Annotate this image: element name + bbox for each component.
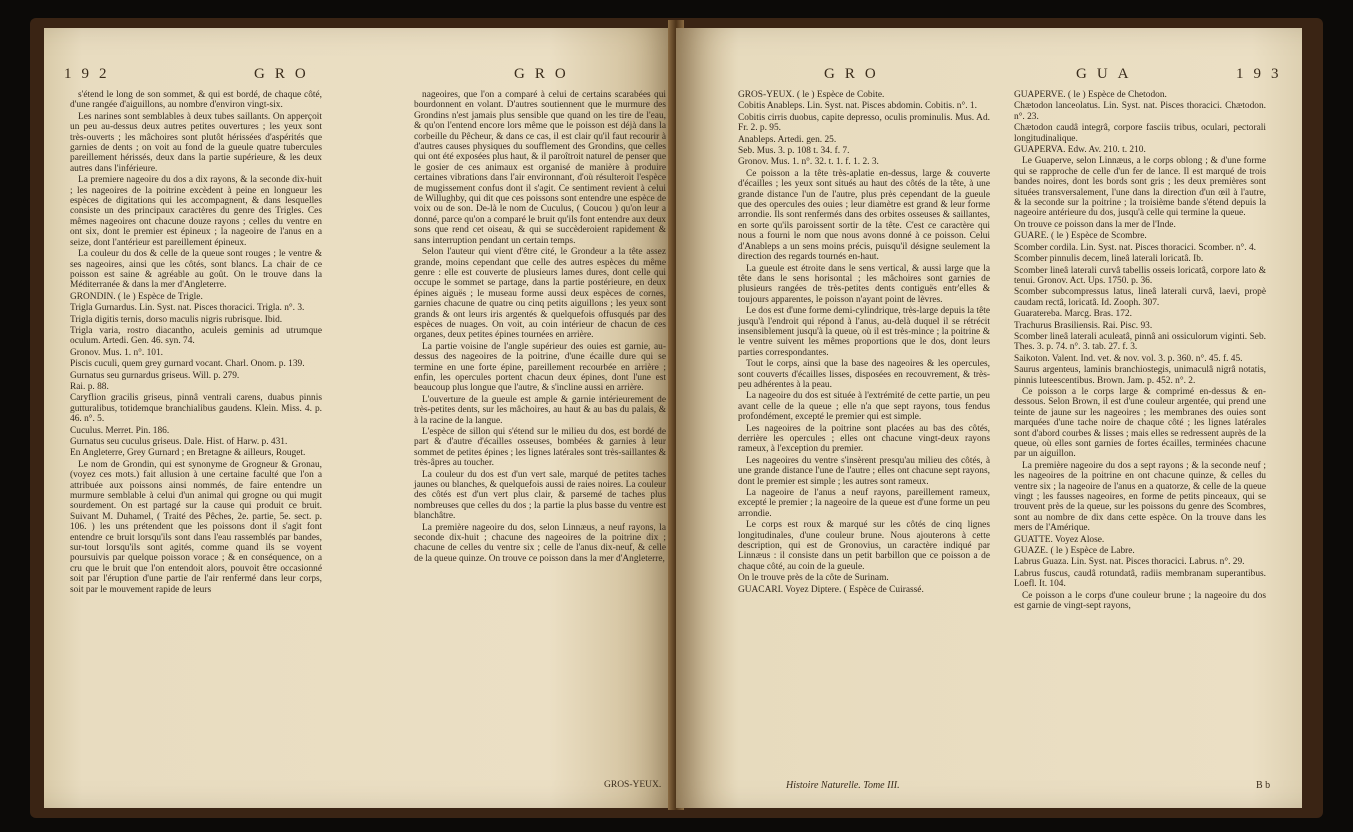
left-column-1 [70, 90, 322, 596]
catchword: GROS-YEUX. [604, 780, 662, 790]
entry-line: Caryflion gracilis griseus, pinnâ ventrali carens, duabus pinnis gutturalibus, totidemque branchialibus gaudens. Klein. Miss. 4. p. 46. n°. 5. [70, 393, 322, 425]
entry-line: GROS-YEUX. ( le ) Espèce de Cobite. [738, 90, 885, 100]
right-page [676, 28, 1302, 808]
paragraph: La première nageoire du dos, selon Linnæus, a neuf rayons, la seconde dix-huit ; chacune des nageoires de la poitrine dix ; chacune de celles du ventre six ; celle de l'anus dix-neuf, & celle de la queue quinze. On trouve ce poisson dans la mer d'Angleterre, [414, 522, 666, 564]
footer-title: Histoire Naturelle. Tome III. [786, 780, 900, 791]
paragraph: La nageoire du dos est située à l'extrémité de cette partie, un peu avant celle de la queue ; elle n'a que sept rayons, tous fendus profondément, excepté le premier qui est simple. [738, 391, 990, 423]
paragraph: nageoires, que l'on a comparé à celui de certains scarabées qui bourdonnent en volant. D'autres soutiennent que le murmure des Grondins n'est jamais plus sensible que quand on les tire de l'eau, & qu'on l'entend encore lors même que le poisson est déjà dans la corbeille du Pêcheur, & dans ce cas, il est clair qu'il faut recourir à d'autres causes physiques du soufflement des Grondins, que celles qui ont été exposées plus haut, & il paroîtroit naturel de penser que le gosier de ces animaux est organisé de manière à produire certaines vibrations dans l'air environnant, d'où résulteroit l'espèce de mugissement confus dont il s'agit. Ce sentiment revient à celui de Willughby, qui dit que ces poissons sont entendre une espèce de voix ou de son. De-là le nom de Cuculus, ( Coucou ) qu'on leur a donné, parce qu'on a comparé le bruit qu'ils font entendre aux deux sons que rend cet oiseau, & qui se succèderoient rapidement & sans interruption pendant un certain temps. [414, 90, 666, 246]
entry-line: On trouve ce poisson dans la mer de l'Inde. [1014, 219, 1176, 230]
paragraph: La première nageoire du dos a sept rayons ; & la seconde neuf ; les nageoires de la poitrine en ont chacune quinze, & celles du ventre six ; la nageoire de l'anus en a quatorze, & celle de la queue vingt ; les fausses nageoires, en forme de petits pinceaux, qui se trouvent près de la queue, sur les poissons du genre des Scombres, sont au nombre de dix dans cette espèce. On la trouve dans les mers de l'Amérique. [1014, 460, 1266, 534]
entry-line: Scomber pinnulis decem, lineâ laterali loricatâ. Ib. [1014, 254, 1204, 265]
paragraph: Tout le corps, ainsi que la base des nageoires & les opercules, sont couverts d'écailles lisses, disposées en recouvrement, & très-peu adhérentes à la peau. [738, 359, 990, 390]
entry-line: On le trouve près de la côte de Surinam. [738, 573, 889, 584]
paragraph: La gueule est étroite dans le sens vertical, & aussi large que la tête dans le sens horisontal ; les mâchoires sont garnies de plusieurs rangées de très-petites dents contiguës entr'elles & toujours apparentes, le poisson n'ayant point de lèvres. [738, 263, 990, 305]
entry-line: Cobitis Anableps. Lin. Syst. nat. Pisces abdomin. Cobitis. n°. 1. [738, 101, 977, 112]
entry-line: Cobitis cirris duobus, capite depresso, oculis prominulis. Mus. Ad. Fr. 2. p. 95. [738, 112, 990, 134]
paragraph: Le Guaperve, selon Linnæus, a le corps oblong ; & d'une forme qui se rapproche de celle d'un fer de lance. Il est marqué de trois bandes noires, dont les bords sont gris ; les deux premières sont situées transversalement, l'une dans la direction d'un œil à l'autre, & la seconde sur la poitrine ; la troisième bande s'étend depuis la nageoire antérieure du dos, jusqu'à celle qui termine la queue. [1014, 156, 1266, 219]
page-number-right: 193 [1236, 66, 1289, 82]
paragraph: Selon l'auteur qui vient d'être cité, le Grondeur a la tête assez grande, moins cependant que celle des autres espèces du même genre : elle est couverte de plusieurs lames dures, dont celle qui occupe le sommet se partage, dans la partie postérieure, en deux épines aiguës ; le museau forme aussi deux espèces de cornes, garnies chacune de quatre ou cinq petits aiguillons ; les yeux sont grands & ont leurs iris argentés & quelquefois offusqués par des espèces de nuages. On voit, au coin intérieur de chacun de ces organes, deux petites épines tournées en arrière. [414, 247, 666, 341]
entry-line: Guaratereba. Marcg. Bras. 172. [1014, 309, 1132, 320]
paragraph: Le dos est d'une forme demi-cylindrique, très-large depuis la tête jusqu'à l'endroit qui répond à l'anus, au-delà duquel il se rétrécit insensiblement jusqu'à la queue, où il est très-mince ; la poitrine & le ventre suivent les mêmes proportions que le dos, dont leurs parties correspondantes. [738, 306, 990, 358]
entry-line: Piscis cuculi, quem grey gurnard vocant. Charl. Onom. p. 139. [70, 359, 305, 370]
paragraph: s'étend le long de son sommet, & qui est bordé, de chaque côté, d'une rangée d'aiguillons, au nombre d'environ vingt-six. [70, 90, 322, 111]
paragraph: La nageoire de l'anus a neuf rayons, pareillement rameux, excepté le premier ; la nageoire de la queue est d'une forme un peu arrondie. [738, 488, 990, 519]
entry-line: GUAPERVA. Edw. Av. 210. t. 210. [1014, 145, 1146, 156]
left-page [44, 28, 676, 808]
running-head-right-2: GUA [1076, 66, 1139, 82]
entry-line: Trigla digitis ternis, dorso maculis nigris rubrisque. Ibid. [70, 314, 283, 325]
entry-line: Gronov. Mus. 1. n°. 101. [70, 347, 163, 358]
entry-line: Saikoton. Valent. Ind. vet. & nov. vol. 3. p. 360. n°. 45. f. 45. [1014, 353, 1243, 364]
entry-line: GUAZE. ( le ) Espèce de Labre. [1014, 546, 1135, 557]
entry-line: Trigla varia, rostro diacantho, aculeis geminis ad utrumque oculum. Artedi. Gen. 46. syn. 74. [70, 325, 322, 347]
page-number-left: 192 [64, 66, 117, 82]
entry-line: Trigla Gurnardus. Lin. Syst. nat. Pisces thoracici. Trigla. n°. 3. [70, 303, 305, 314]
entry-line: Gronov. Mus. 1. n°. 32. t. 1. f. 1. 2. 3. [738, 157, 879, 168]
entry-line: GUAPERVE. ( le ) Espèce de Chetodon. [1014, 90, 1167, 100]
entry-line: GUARE. ( le ) Espèce de Scombre. [1014, 231, 1147, 242]
entry-line: GUACARI. Voyez Diptere. ( Espèce de Cuirassé. [738, 584, 924, 595]
running-head-left-2: GRO [514, 66, 576, 82]
right-column-1 [738, 90, 990, 596]
entry-line: Seb. Mus. 3. p. 108 t. 34. f. 7. [738, 146, 850, 157]
right-column-2 [1014, 90, 1266, 613]
entry-line: Chætodon caudâ integrâ, corpore fasciis tribus, oculari, pectorali longitudinalique. [1014, 123, 1266, 144]
paragraph: La couleur du dos est d'un vert sale, marqué de petites taches jaunes ou blanches, & quelquefois aussi de raies noires. La couleur des côtés est d'un vert plus clair, & parsemé de taches plus nombreuses que celles du dos ; la partie la plus basse du ventre est blanchâtre. [414, 469, 666, 522]
paragraph: Les nageoires du ventre s'insèrent presqu'au milieu des côtés, à une grande distance l'une de l'autre ; elles ont chacune sept rayons, dont le premier est simple ; les autres sont rameux. [738, 455, 990, 487]
entry-line: Gurnatus seu cuculus griseus. Dale. Hist. of Harw. p. 431. [70, 437, 288, 447]
entry-line: Scomber cordila. Lin. Syst. nat. Pisces thoracici. Scomber. n°. 4. [1014, 242, 1256, 253]
paragraph: La couleur du dos & celle de la queue sont rouges ; le ventre & ses nageoires, ainsi que les côtés, sont blancs. La chair de ce poisson est saine & agréable au goût. On le trouve dans la Méditerranée & dans la mer d'Angleterre. [70, 249, 322, 291]
paragraph: Ce poisson a le corps d'une couleur brune ; la nageoire du dos est garnie de vingt-sept rayons, [1014, 590, 1266, 612]
entry-line: Saurus argenteus, laminis branchiostegis, unimaculâ nigrâ notatis, pinnis luteescentibus. Brown. Jam. p. 452. n°. 2. [1014, 365, 1266, 386]
entry-line: Rai. p. 88. [70, 381, 109, 392]
entry-line: Scomber subcompressus latus, lineâ laterali curvâ, laevi, propè caudam rectâ, loricatâ. Id. Zooph. 307. [1014, 287, 1266, 308]
signature-mark: B b [1256, 780, 1271, 791]
paragraph: L'ouverture de la gueule est ample & garnie intérieurement de très-petites dents, sur les mâchoires, au haut & au bas du palais, & à la racine de la langue. [414, 394, 666, 426]
entry-line: GUATTE. Voyez Alose. [1014, 534, 1105, 545]
paragraph: Les narines sont semblables à deux tubes saillants. On apperçoit un peu au-dessus deux autres petites ouvertures ; les yeux sont très-ouverts ; les mâchoires sont plutôt hérissées d'aspérités que garnies de dents ; on voit au fond de la gueule quatre tubercules pareillement hérissés, deux dans la partie supérieure, & les deux autres dans l'inférieure. [70, 111, 322, 174]
paragraph: Le nom de Grondin, qui est synonyme de Grogneur & Gronau, (voyez ces mots.) fait allusion à une certaine faculté que l'on a attribuée aux poissons ainsi nommés, de faire entendre un murmure semblable à celui d'un animal qui grogne ou qui mugit sourdement. On est partagé sur la cause qui produit ce bruit. Suivant M. Duhamel, ( Traité des Pêches, 2e. partie, 5e. sect. p. 106. ) les uns prétendent que les poissons dont il s'agit font entendre ce bruit lorsqu'ils sont dans l'eau rassemblés par bandes, sur-tout lorsqu'ils sont agités, comme quand ils se voyent poursuivis par quelque poisson vorace ; & en conséquence, on a cru que le bruit que l'on entendoit alors, pouvoit être occasionné soit par l'éruption d'une partie de l'air renfermé dans leur corps, soit par le mouvement rapide de leurs [70, 459, 322, 595]
paragraph: La premiere nageoire du dos a dix rayons, & la seconde dix-huit ; les nageoires de la poitrine excèdent à peine en longueur les espèces de digitations qui les accompagnent, & dans lesquelles consiste un des principaux caractères du genre des Trigles. Ces mêmes nageoires ont chacune douze rayons ; celles du ventre en ont six, dont le premier est épineux ; la nageoire de l'anus en a seize, dont l'antérieur est pareillement épineux. [70, 175, 322, 248]
entry-line: En Angleterre, Grey Gurnard ; en Bretagne & ailleurs, Rouget. [70, 448, 306, 459]
paragraph: Ce poisson a le corps large & comprimé en-dessus & en-dessous. Selon Brown, il est d'une couleur argentée, qui prend une teinte de jaune sur les nageoires ; les membranes des ouies sont marquées d'une tache noire de chaque côté ; les lignes latérales sont d'abord courbes & lisses ; mais elles se redressent auprès de la queue, où elles sont garnies de fortes écailles, terminées chacune par un aiguillon. [1014, 386, 1266, 460]
paragraph: Le corps est roux & marqué sur les côtés de cinq lignes longitudinales, d'une couleur brune. Nous ajouterons à cette description, qui est de Gronovius, un caractère indiqué par Linnæus : il consiste dans un petit barbillon que ce poisson a de chaque côté, au coin de la gueule. [738, 520, 990, 572]
entry-line: Anableps. Artedi. gen. 25. [738, 134, 837, 145]
entry-line: Scomber lineâ laterali curvâ tabellis osseis loricatâ, corpore lato & tenui. Gronov. Act. Ups. 1750. p. 36. [1014, 265, 1266, 286]
paragraph: Ce poisson a la tête très-aplatie en-dessus, large & couverte d'écailles ; les yeux sont situés au haut des côtés de la tête, à une grande distance l'un de l'autre, plus près cependant de la gueule que des opercules des ouies ; leur diamètre est grand & leur forme arrondie. Ils sont renfermés dans des orbites osseuses & saillantes, en sorte qu'ils paroissent sortir de la tête. C'est ce caractère qui nous a fourni le nom que nous avons donné à ce poisson. Celui d'Anableps a un sens moins précis, puisqu'il désigne seulement la direction des regards tournés en-haut. [738, 168, 990, 263]
entry-line: Labrus fuscus, caudâ rotundatâ, radiis membranam superantibus. Loefl. It. 104. [1014, 568, 1266, 590]
entry-line: GRONDIN. ( le ) Espèce de Trigle. [70, 291, 203, 302]
paragraph: Les nageoires de la poitrine sont placées au bas des côtés, derrière les opercules ; elles ont chacune vingt-deux rayons rameux, à l'exception du premier. [738, 423, 990, 455]
entry-line: Chætodon lanceolatus. Lin. Syst. nat. Pisces thoracici. Chætodon. n°. 23. [1014, 101, 1266, 122]
entry-line: Gurnatus seu gurnardus griseus. Will. p. 279. [70, 370, 240, 381]
paragraph: L'espèce de sillon qui s'étend sur le milieu du dos, est bordé de part & d'autre d'écailles osseuses, bombées & garnies à leur sommet de petites épines ; les lignes latérales sont très-saillantes & très-âpres au toucher. [414, 427, 666, 469]
running-head-left-1: GRO [254, 66, 316, 82]
running-head-right-1: GRO [824, 66, 886, 82]
paragraph: La partie voisine de l'angle supérieur des ouies est garnie, au-dessus des nageoires de la poitrine, d'une écaille dure qui se termine en une forte épine, pareillement recourbée en arrière ; enfin, les opercules portent chacun deux épines, dont l'une est beaucoup plus longue que l'autre, & s'incline aussi en arrière. [414, 341, 666, 394]
entry-line: Scomber lineâ laterali aculeatâ, pinnâ ani ossiculorum viginti. Seb. Thes. 3. p. 74. n°. 3. tab. 27. f. 3. [1014, 331, 1266, 353]
entry-line: Trachurus Brasiliensis. Rai. Pisc. 93. [1014, 320, 1153, 331]
entry-line: Cuculus. Merret. Pin. 186. [70, 425, 170, 436]
left-column-2 [414, 90, 666, 565]
entry-line: Labrus Guaza. Lin. Syst. nat. Pisces thoracici. Labrus. n°. 29. [1014, 557, 1245, 568]
